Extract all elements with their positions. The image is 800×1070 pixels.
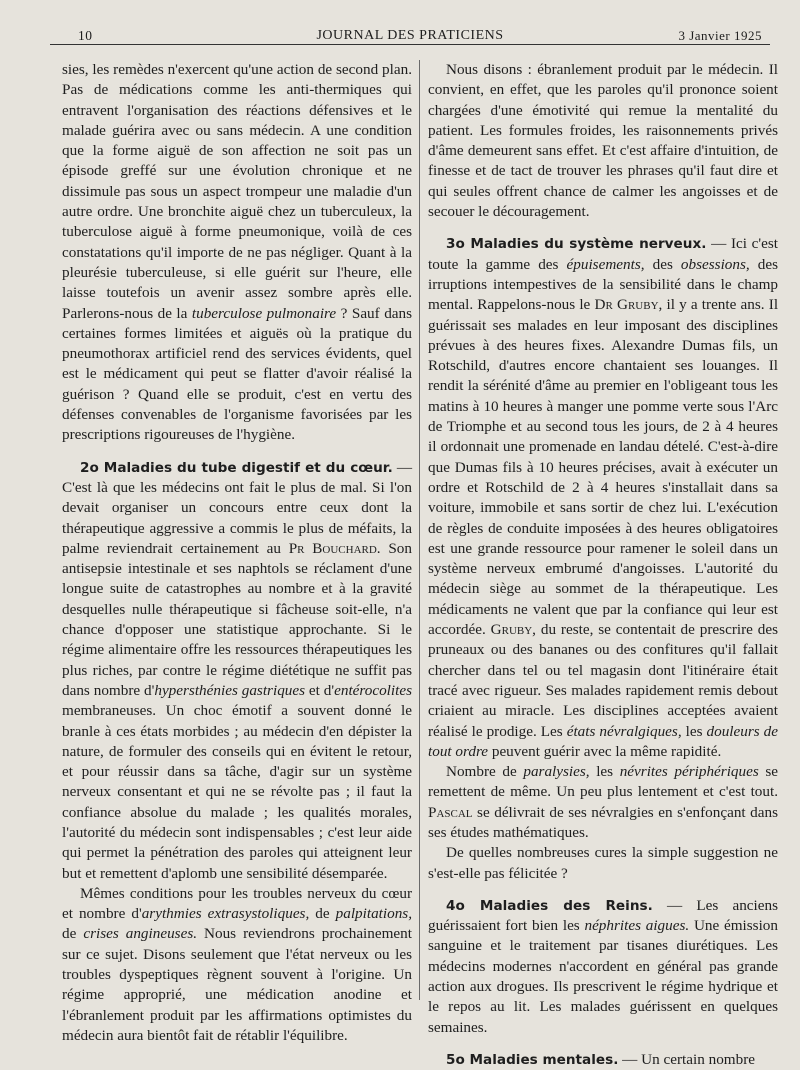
section-heading: 4o Maladies des Reins.: [446, 897, 653, 914]
section-kidneys: 4o Maladies des Reins. — Les anciens guérissaient fort bien les néphrites aigues. Une émission sanguine et le traitement par tisanes diurétiques. Les médecins modernes n'accordent en général pas grande action aux drogues. Ils prescrivent le régime hydrique et le repos au lit. Les malades guérissent en quelques semaines.: [428, 896, 778, 1036]
page-number: 10: [78, 28, 93, 43]
section-digestive: 2o Maladies du tube digestif et du cœur. — C'est là que les médecins ont fait le plus de mal. Si l'on devait organiser un concours entre ceux dont la thérapeutique aggressive a commis le plus de méfaits, la palme reviendrait certainement au Pr Bouchard. Son antisepsie intestinale et ses naphtols se réclament d'une longue suite de catastrophes au nombre et à la gravité desquelles nulle thérapeutique si fâcheuse soit-elle, n'a chance d'opposer une statistique approchante. Si le régime alimentaire offre les ressources thérapeutiques les plus riches, par contre le régime diététique ne suffit pas dans nombre d'hypersthénies gastriques et d'entérocolites membraneuses. Un choc émotif a souvent donné le branle à ces états morbides ; au médecin d'en dépister la nature, de formuler des conseils qui en évitent le retour, et pour réussir dans sa tâche, d'agir sur un système nerveux consentant et qui ne se révolte pas ; il faut la confiance absolue du malade ; les qualités morales, l'autorité du médecin sont indispensables ; c'est leur aide qui permet la pénétration des paroles qui atteignent leur but et remettent d'aplomb une sensibilité désemparée.: [62, 458, 413, 882]
journal-title: JOURNAL DES PRATICIENS: [316, 28, 504, 43]
section-heading: 2o Maladies du tube digestif et du cœur.: [80, 459, 393, 476]
right-column: [428, 60, 778, 1070]
issue-date: 3 Janvier 1925: [678, 28, 762, 43]
section-nervous-system: 3o Maladies du système nerveux. — Ici c'est toute la gamme des épuisements, des obsessions, des irruptions intempestives de la sensibilité dans le champ mental. Rappelons-nous le Dr Gruby, il y a trente ans. Il guérissait ses malades en leur imposant des disciplines prévues à des heures fixes. Alexandre Dumas fils, un Rotschild, d'autres encore chantaient ses louanges. Il rendit la sérénité d'âme au premier en l'obligeant tous les matins à 10 heures à manger une pomme verte sous l'Arc de Triomphe et au second tous les jours, de 2 à 4 heures il ordonnait une promenade en landau dételé. C'est-à-dire que Dumas fils à 10 heures précises, avait à exécuter un ordre et Rotschild de 2 à 4 heures s'installait dans sa voiture, immobile et sans sortir de chez lui. L'exécution de règles de conduite imposées à des heures obligatoires est une grande ressource pour ramener le soleil dans un système nerveux embrumé d'angoisses. L'autorité du médecin siège au sommet de la thérapeutique. Les médicaments ne valent que par la confiance qui leur est accordée. Gruby, du reste, se contentait de prescrire des pruneaux ou des bananes ou des confitures qu'il fallait chercher dans tel ou tel magasin dont l'itinéraire était tracé avec rigueur. Ses malades rapidement remis debout criaient au miracle. Les disciplines acceptées avaient réalisé le prodige. Les états névralgiques, les douleurs de tout ordre peuvent guérir avec la même rapidité.: [428, 235, 779, 760]
column-divider: [419, 60, 420, 1000]
paragraph: sies, les remèdes n'exercent qu'une action de second plan. Pas de médications comme les anti-thermiques qui entravent l'organisation des réactions défensives et le malade guérira avec ou sans médecin. A une condition que la forme aiguë de son affection ne soit pas un épisode greffé sur une évolution chronique et ne dissimule pas sous un aspect trompeur une maladie d'un autre ordre. Une bronchite aiguë chez un tuberculeux, la tuberculose aiguë à forme pneumonique, voilà de ces constatations qu'il importe de ne pas négliger. Quant à la pleurésie tuberculeuse, si elle guérit sur l'heure, elle laisse toutefois un avenir assez sombre après elle. Parlerons-nous de la tuberculose pulmonaire ? Sauf dans certaines formes limitées et aiguës où la pratique du pneumothorax artificiel rend des services évidents, quel est le médicament qui peut se flatter d'avoir réalisé la guérison ? Quand elle se produit, c'est en vertu des défenses convenables de l'organisme favorisées par les prescriptions rigoureuses de l'hygiène.: [62, 61, 413, 444]
running-header: [50, 22, 770, 45]
paragraph: De quelles nombreuses cures la simple suggestion ne s'est-elle pas félicitée ?: [428, 844, 778, 882]
paragraph: Nous disons : ébranlement produit par le médecin. Il convient, en effet, que les paroles qu'il prononce soient chargées d'une émotivité qui remue la mentalité du patient. Les formules froides, les raisonnements privés d'âme demeurent sans effet. Et c'est affaire d'intuition, de finesse et de tact de trouver les phrases qu'il faut dire et qui seules offrent chance de calmer les angoisses et de secouer le découragement.: [428, 61, 778, 221]
paragraph: Nombre de paralysies, les névrites périphériques se remettent de même. Un peu plus lentement et c'est tout. Pascal se délivrait de ses névralgies en s'enfonçant dans ses études mathématiques.: [428, 763, 779, 841]
paragraph: Mêmes conditions pour les troubles nerveux du cœur et nombre d'arythmies extrasystoliques, de palpitations, de crises angineuses. Nous reviendrons prochainement sur ce sujet. Disons seulement que l'état nerveux ou les troubles dyspeptiques règnent souvent à l'origine. Un régime approprié, une médication anodine et l'ébranlement produit par les affirmations optimistes du médecin aura bientôt fait de rétablir l'équilibre.: [62, 884, 413, 1044]
section-heading: 3o Maladies du système nerveux.: [446, 236, 707, 253]
section-mental: 5o Maladies mentales. — Un certain nombre: [446, 1050, 756, 1068]
section-heading: 5o Maladies mentales.: [446, 1051, 619, 1068]
left-column: [62, 60, 412, 1046]
